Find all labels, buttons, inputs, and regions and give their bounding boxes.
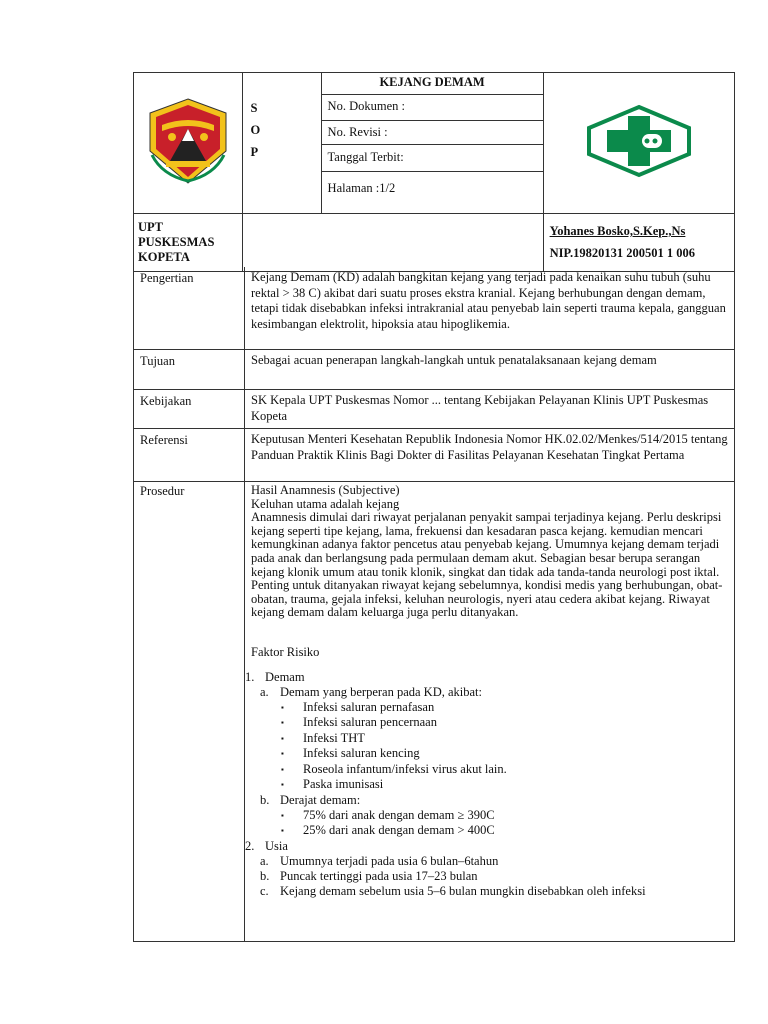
bullet-text: 75% dari anak dengan demam ≥ 390C: [303, 807, 495, 822]
empty-cell: [243, 214, 543, 272]
list-item: [245, 838, 730, 854]
bullet-icon: ▪: [281, 733, 284, 743]
section-content: [244, 390, 736, 428]
bullet-item: [281, 715, 730, 731]
section-label: Pengertian: [140, 271, 194, 285]
list-item: [260, 854, 730, 869]
sop-document: [133, 72, 735, 942]
regency-crest-icon: [142, 95, 234, 187]
bullet-item: [281, 746, 730, 762]
kebijakan-text: SK Kepala UPT Puskesmas Nomor ... tentang Kebijakan Pelayanan Klinis UPT Puskesmas Kopeta: [251, 393, 709, 423]
section-tujuan: [133, 350, 735, 390]
bullet-icon: ▪: [281, 764, 284, 774]
bullet-item: [281, 777, 730, 793]
section-pengertian: [133, 267, 735, 350]
document-title: KEJANG DEMAM: [322, 73, 543, 95]
header-table: [133, 72, 735, 272]
sop-letter-s: S: [250, 101, 258, 115]
risk-factor-list: [245, 669, 730, 899]
list-item: [260, 884, 730, 899]
signer-nip: NIP.19820131 200501 1 006: [549, 246, 695, 260]
section-content: [244, 429, 736, 481]
puskesmas-logo-icon: [585, 104, 693, 178]
bullet-text: 25% dari anak dengan demam > 400C: [303, 823, 495, 838]
faktor-risiko-title: Faktor Risiko: [251, 644, 320, 659]
logo-cell: [543, 73, 734, 214]
bullet-icon: ▪: [281, 826, 284, 836]
bullet-item: [281, 700, 730, 716]
field-no-revisi: No. Revisi :: [322, 121, 543, 145]
list-letter: c.: [260, 883, 269, 898]
referensi-text: Keputusan Menteri Kesehatan Republik Indonesia Nomor HK.02.02/Menkes/514/2015 tentang Panduan Praktik Klinis Bagi Dokter di Fasilitas Pelayanan Kesehatan Tingkat Pertama: [251, 432, 728, 462]
list-item: [260, 793, 730, 808]
list-letter: a.: [260, 684, 269, 699]
prosedur-heading-2: Keluhan utama adalah kejang: [251, 496, 400, 511]
bullet-icon: ▪: [281, 718, 284, 728]
bullet-text: Infeksi THT: [303, 730, 365, 745]
list-letter: b.: [260, 792, 270, 807]
section-prosedur: [133, 482, 735, 942]
bullet-item: [281, 808, 730, 824]
section-label: Tujuan: [140, 354, 175, 368]
prosedur-heading-1: Hasil Anamnesis (Subjective): [251, 483, 400, 497]
crest-cell: [134, 73, 243, 214]
tujuan-text: Sebagai acuan penerapan langkah-langkah untuk penatalaksanaan kejang demam: [251, 353, 657, 367]
signer-name: Yohanes Bosko,S.Kep.,Ns: [549, 224, 686, 238]
bullet-text: Infeksi saluran pencernaan: [303, 715, 437, 730]
bullet-item: [281, 762, 730, 778]
list-text: Kejang demam sebelum usia 5–6 bulan mungkin disebabkan oleh infeksi: [280, 883, 646, 898]
section-label: Prosedur: [140, 484, 185, 498]
list-text: Demam: [265, 669, 305, 684]
list-text: Puncak tertinggi pada usia 17–23 bulan: [280, 868, 478, 883]
org-name-line-3: KOPETA: [138, 250, 190, 264]
section-content: [244, 350, 736, 389]
sop-letter-o: O: [250, 123, 261, 137]
bullet-icon: ▪: [281, 810, 284, 820]
field-no-dokumen: No. Dokumen :: [322, 95, 543, 121]
list-number: 1.: [245, 669, 255, 684]
sop-letters: [243, 73, 321, 214]
section-kebijakan: [133, 390, 735, 429]
bullet-icon: ▪: [281, 749, 284, 759]
org-name-cell: [134, 214, 243, 272]
bullet-text: Infeksi saluran kencing: [303, 746, 420, 761]
section-referensi: [133, 429, 735, 482]
bullet-text: Paska imunisasi: [303, 777, 384, 792]
org-name-line-1: UPT: [138, 220, 163, 234]
list-item: [245, 669, 730, 685]
list-letter: b.: [260, 868, 270, 883]
list-text: Derajat demam:: [280, 792, 361, 807]
section-content: [244, 482, 736, 941]
list-text: Usia: [265, 838, 288, 853]
section-content: [244, 267, 736, 349]
sop-letter-p: P: [250, 145, 259, 159]
prosedur-paragraph-2: Penting untuk ditanyakan riwayat kejang sebelumnya, kondisi medis yang berhubungan, obat-obatan, trauma, gejala infeksi, keluhan neurologis, nyeri atau cedera akibat kejang. Riwayat kejang demam dalam keluarga juga perlu ditanyakan.: [251, 578, 723, 620]
bullet-text: Infeksi saluran pernafasan: [303, 699, 435, 714]
list-text: Demam yang berperan pada KD, akibat:: [280, 684, 483, 699]
list-number: 2.: [245, 838, 255, 853]
pengertian-text: Kejang Demam (KD) adalah bangkitan kejang yang terjadi pada kenaikan suhu tubuh (suhu rektal > 38 C) akibat dari suatu proses ekstra kranial. Kejang berhubungan dengan demam, tetapi tidak disebabkan infeksi intrakranial atau penyebab lain seperti trauma kepala, gangguan kesimbangan elektrolit, hipoksia atau hipoglikemia.: [251, 270, 726, 331]
list-text: Umumnya terjadi pada usia 6 bulan–6tahun: [280, 853, 499, 868]
signer-cell: [543, 214, 734, 272]
bullet-icon: ▪: [281, 702, 284, 712]
field-halaman: Halaman :1/2: [327, 181, 396, 195]
org-name-line-2: PUSKESMAS: [138, 235, 215, 249]
field-tanggal-terbit: Tanggal Terbit:: [322, 145, 543, 172]
bullet-text: Roseola infantum/infeksi virus akut lain.: [303, 761, 507, 776]
list-item: [260, 869, 730, 884]
bullet-icon: ▪: [281, 780, 284, 790]
section-label: Kebijakan: [140, 394, 192, 408]
list-item: [260, 685, 730, 700]
section-label: Referensi: [140, 433, 188, 447]
list-letter: a.: [260, 853, 269, 868]
prosedur-paragraph-1: Anamnesis dimulai dari riwayat perjalanan penyakit sampai terjadinya kejang. Perlu deskripsi kejang seperti tipe kejang, lama, frekuensi dan kesadaran pasca kejang. kemudian mencari kemungkinan adanya faktor pencetus atau penyebab kejang. Umumnya kejang demam terjadi pada anak dan berlangsung pada permulaan demam akut. Sebagian besar berupa serangan kejang klonik umum atau tonik klonik, singkat dan tidak ada tanda-tanda neurologi post iktal.: [251, 510, 722, 579]
bullet-item: [281, 731, 730, 747]
document-info-cell: [321, 73, 543, 214]
bullet-item: [281, 823, 730, 839]
